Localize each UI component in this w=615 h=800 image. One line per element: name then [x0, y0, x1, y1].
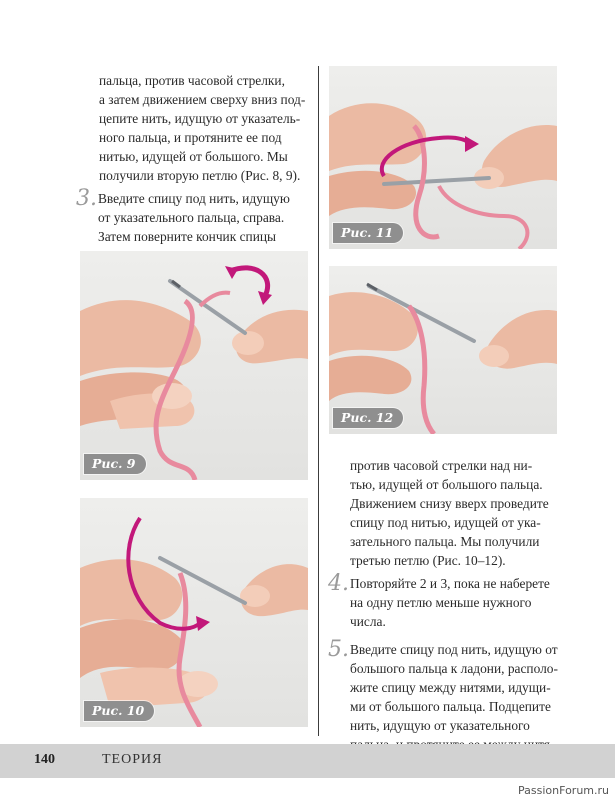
text-line: третью петлю (Рис. 10–12). — [350, 553, 506, 568]
hands-knitting-illustration — [329, 66, 557, 249]
watermark: PassionForum.ru — [518, 784, 609, 797]
text-line: Движением снизу вверх проведите — [350, 496, 549, 511]
text-line: ного пальца, и протяните ее под — [99, 130, 282, 145]
figure-label: Рис. 11 — [333, 223, 403, 243]
page-number: 140 — [34, 752, 55, 767]
step-number: 3. — [76, 186, 97, 211]
step-text — [350, 640, 568, 754]
text-line: жите спицу между нитями, идущи- — [350, 680, 551, 695]
text-line: тью, идущей от большого пальца. — [350, 477, 543, 492]
text-line: числа. — [350, 614, 386, 629]
text-line: нить, идущую от указательного — [350, 718, 530, 733]
hands-knitting-illustration — [80, 251, 308, 480]
text-line: спицу под нитью, идущей от ука- — [350, 515, 541, 530]
text-line: большого пальца к ладони, располо- — [350, 661, 558, 676]
text-line: против часовой стрелки над ни- — [350, 458, 533, 473]
text-line: Повторяйте 2 и 3, пока не наберете — [350, 576, 550, 591]
text-line: Введите спицу под нить, идущую от — [350, 642, 558, 657]
continuation-paragraph — [350, 456, 565, 570]
column-divider — [318, 66, 319, 736]
figure-label: Рис. 10 — [84, 701, 154, 721]
step-5 — [328, 637, 568, 754]
text-line: цепите нить, идущую от указатель- — [99, 111, 301, 126]
text-line: от указательного пальца, справа. — [98, 210, 285, 225]
figure-12-photo — [329, 266, 557, 434]
figure-10-photo — [80, 498, 308, 727]
text-line: Затем поверните кончик спицы — [98, 229, 277, 244]
figure-11-photo — [329, 66, 557, 249]
footer-bar — [0, 744, 615, 778]
text-line: ми от большого пальца. Подцепите — [350, 699, 551, 714]
text-line: получили вторую петлю (Рис. 8, 9). — [99, 168, 301, 183]
step-number: 4. — [328, 571, 349, 596]
step-text — [350, 574, 568, 631]
text-line: нитью, идущей от большого. Мы — [99, 149, 288, 164]
figure-label: Рис. 9 — [84, 454, 146, 474]
text-line: пальца, против часовой стрелки, — [99, 73, 285, 88]
step-number: 5. — [328, 637, 349, 662]
figure-9-photo — [80, 251, 308, 480]
text-line: а затем движением сверху вниз под- — [99, 92, 306, 107]
step-3 — [76, 186, 311, 246]
figure-label: Рис. 12 — [333, 408, 403, 428]
section-title: ТЕОРИЯ — [102, 752, 163, 767]
hands-knitting-illustration — [80, 498, 308, 727]
text-line: Введите спицу под нить, идущую — [98, 191, 290, 206]
intro-paragraph — [99, 71, 309, 185]
text-line: зательного пальца. Мы получили — [350, 534, 540, 549]
step-4 — [328, 571, 568, 631]
step-text — [98, 189, 311, 246]
text-line: на одну петлю меньше нужного — [350, 595, 532, 610]
